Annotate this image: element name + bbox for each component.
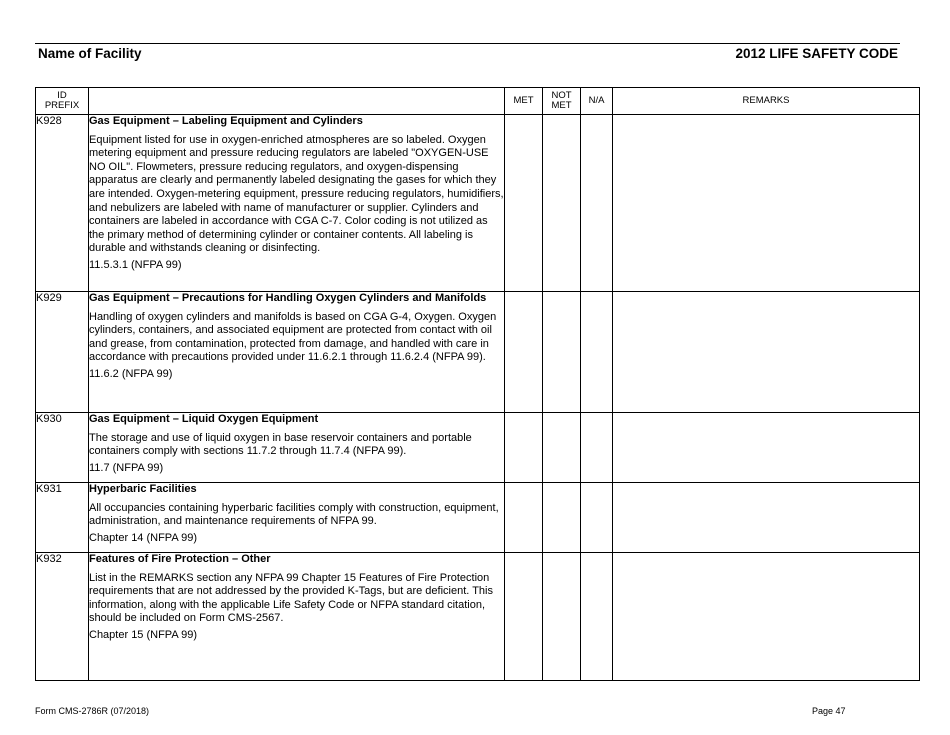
ktag-description — [89, 115, 505, 292]
remarks-cell[interactable] — [613, 553, 920, 681]
col-header-id-line1: ID — [57, 90, 67, 101]
col-header-not-met — [543, 88, 581, 115]
ktag-reference: 11.7 (NFPA 99) — [89, 461, 164, 474]
ktag-description — [89, 292, 505, 413]
table-header-row — [36, 88, 920, 115]
facility-name-label: Name of Facility — [38, 46, 142, 61]
ktag-reference: Chapter 14 (NFPA 99) — [89, 531, 198, 544]
ktag-body: Handling of oxygen cylinders and manifolds is based on CGA G-4, Oxygen. Oxygen cylinders, containers, and associated equipment are protected from contact with oil and grease, from contamination, protected from damage, and handled with care in accordance with precautions provided under 11.6.2.1 through 11.6.2.4 (NFPA 99). — [89, 310, 497, 364]
header-rule — [35, 43, 900, 44]
met-checkbox-cell[interactable] — [505, 413, 543, 483]
ktag-table — [35, 87, 920, 681]
ktag-description — [89, 483, 505, 553]
ktag-id: K929 — [36, 292, 89, 413]
col-header-description — [89, 88, 505, 115]
form-identifier: Form CMS-2786R (07/2018) — [35, 706, 150, 716]
table-row — [36, 413, 920, 483]
table-row — [36, 292, 920, 413]
na-checkbox-cell[interactable] — [581, 292, 613, 413]
table-row — [36, 483, 920, 553]
na-checkbox-cell[interactable] — [581, 553, 613, 681]
col-header-not-met-line1: NOT — [551, 90, 572, 101]
remarks-cell[interactable] — [613, 292, 920, 413]
code-title: 2012 LIFE SAFETY CODE — [735, 46, 898, 61]
not-met-checkbox-cell[interactable] — [543, 115, 581, 292]
table-row — [36, 115, 920, 292]
met-checkbox-cell[interactable] — [505, 292, 543, 413]
col-header-id-prefix — [36, 88, 89, 115]
col-header-met: MET — [505, 88, 543, 115]
ktag-description — [89, 553, 505, 681]
ktag-title: Features of Fire Protection – Other — [89, 553, 271, 565]
met-checkbox-cell[interactable] — [505, 553, 543, 681]
ktag-body: All occupancies containing hyperbaric facilities comply with construction, equipment, administration, and maintenance requirements of NFPA 99. — [89, 501, 499, 528]
ktag-id: K931 — [36, 483, 89, 553]
not-met-checkbox-cell[interactable] — [543, 553, 581, 681]
ktag-id: K930 — [36, 413, 89, 483]
not-met-checkbox-cell[interactable] — [543, 292, 581, 413]
na-checkbox-cell[interactable] — [581, 413, 613, 483]
remarks-cell[interactable] — [613, 483, 920, 553]
page-number: Page 47 — [812, 706, 846, 716]
ktag-title: Gas Equipment – Liquid Oxygen Equipment — [89, 413, 319, 425]
met-checkbox-cell[interactable] — [505, 483, 543, 553]
ktag-body: The storage and use of liquid oxygen in base reservoir containers and portable containers comply with sections 11.7.2 through 11.7.4 (NFPA 99). — [89, 431, 472, 458]
ktag-body: Equipment listed for use in oxygen-enriched atmospheres are so labeled. Oxygen metering equipment and pressure reducing regulators are labeled "OXYGEN-USE NO OIL". Flowmeters, pressure reducing regulators, and oxygen-dispensing apparatus are clearly and permanently labeled designating the gases for which they are intended. Oxygen-metering equipment, pressure reducing regulators, humidifiers, and nebulizers are labeled with name of manufacturer or supplier. Cylinders and containers are labeled in accordance with CGA C-7. Color coding is not utilized as the primary method of determining cylinder or container contents. All labeling is durable and withstands cleaning or disinfecting. — [89, 133, 504, 255]
remarks-cell[interactable] — [613, 115, 920, 292]
col-header-remarks: REMARKS — [613, 88, 920, 115]
ktag-description — [89, 413, 505, 483]
na-checkbox-cell[interactable] — [581, 115, 613, 292]
col-header-id-line2: PREFIX — [44, 100, 80, 111]
col-header-na: N/A — [581, 88, 613, 115]
ktag-reference: 11.5.3.1 (NFPA 99) — [89, 258, 182, 271]
ktag-reference: Chapter 15 (NFPA 99) — [89, 628, 198, 641]
met-checkbox-cell[interactable] — [505, 115, 543, 292]
ktag-id: K928 — [36, 115, 89, 292]
ktag-title: Hyperbaric Facilities — [89, 483, 197, 495]
ktag-title: Gas Equipment – Precautions for Handling Oxygen Cylinders and Manifolds — [89, 292, 487, 304]
na-checkbox-cell[interactable] — [581, 483, 613, 553]
ktag-id: K932 — [36, 553, 89, 681]
ktag-body: List in the REMARKS section any NFPA 99 Chapter 15 Features of Fire Protection requirements that are not addressed by the provided K-Tags, but are deficient. This information, along with the applicable Life Safety Code or NFPA standard citation, should be included on Form CMS-2567. — [89, 571, 493, 625]
not-met-checkbox-cell[interactable] — [543, 413, 581, 483]
table-row — [36, 553, 920, 681]
remarks-cell[interactable] — [613, 413, 920, 483]
ktag-reference: 11.6.2 (NFPA 99) — [89, 367, 173, 380]
ktag-title: Gas Equipment – Labeling Equipment and Cylinders — [89, 115, 363, 127]
col-header-not-met-line2: MET — [551, 100, 572, 111]
not-met-checkbox-cell[interactable] — [543, 483, 581, 553]
